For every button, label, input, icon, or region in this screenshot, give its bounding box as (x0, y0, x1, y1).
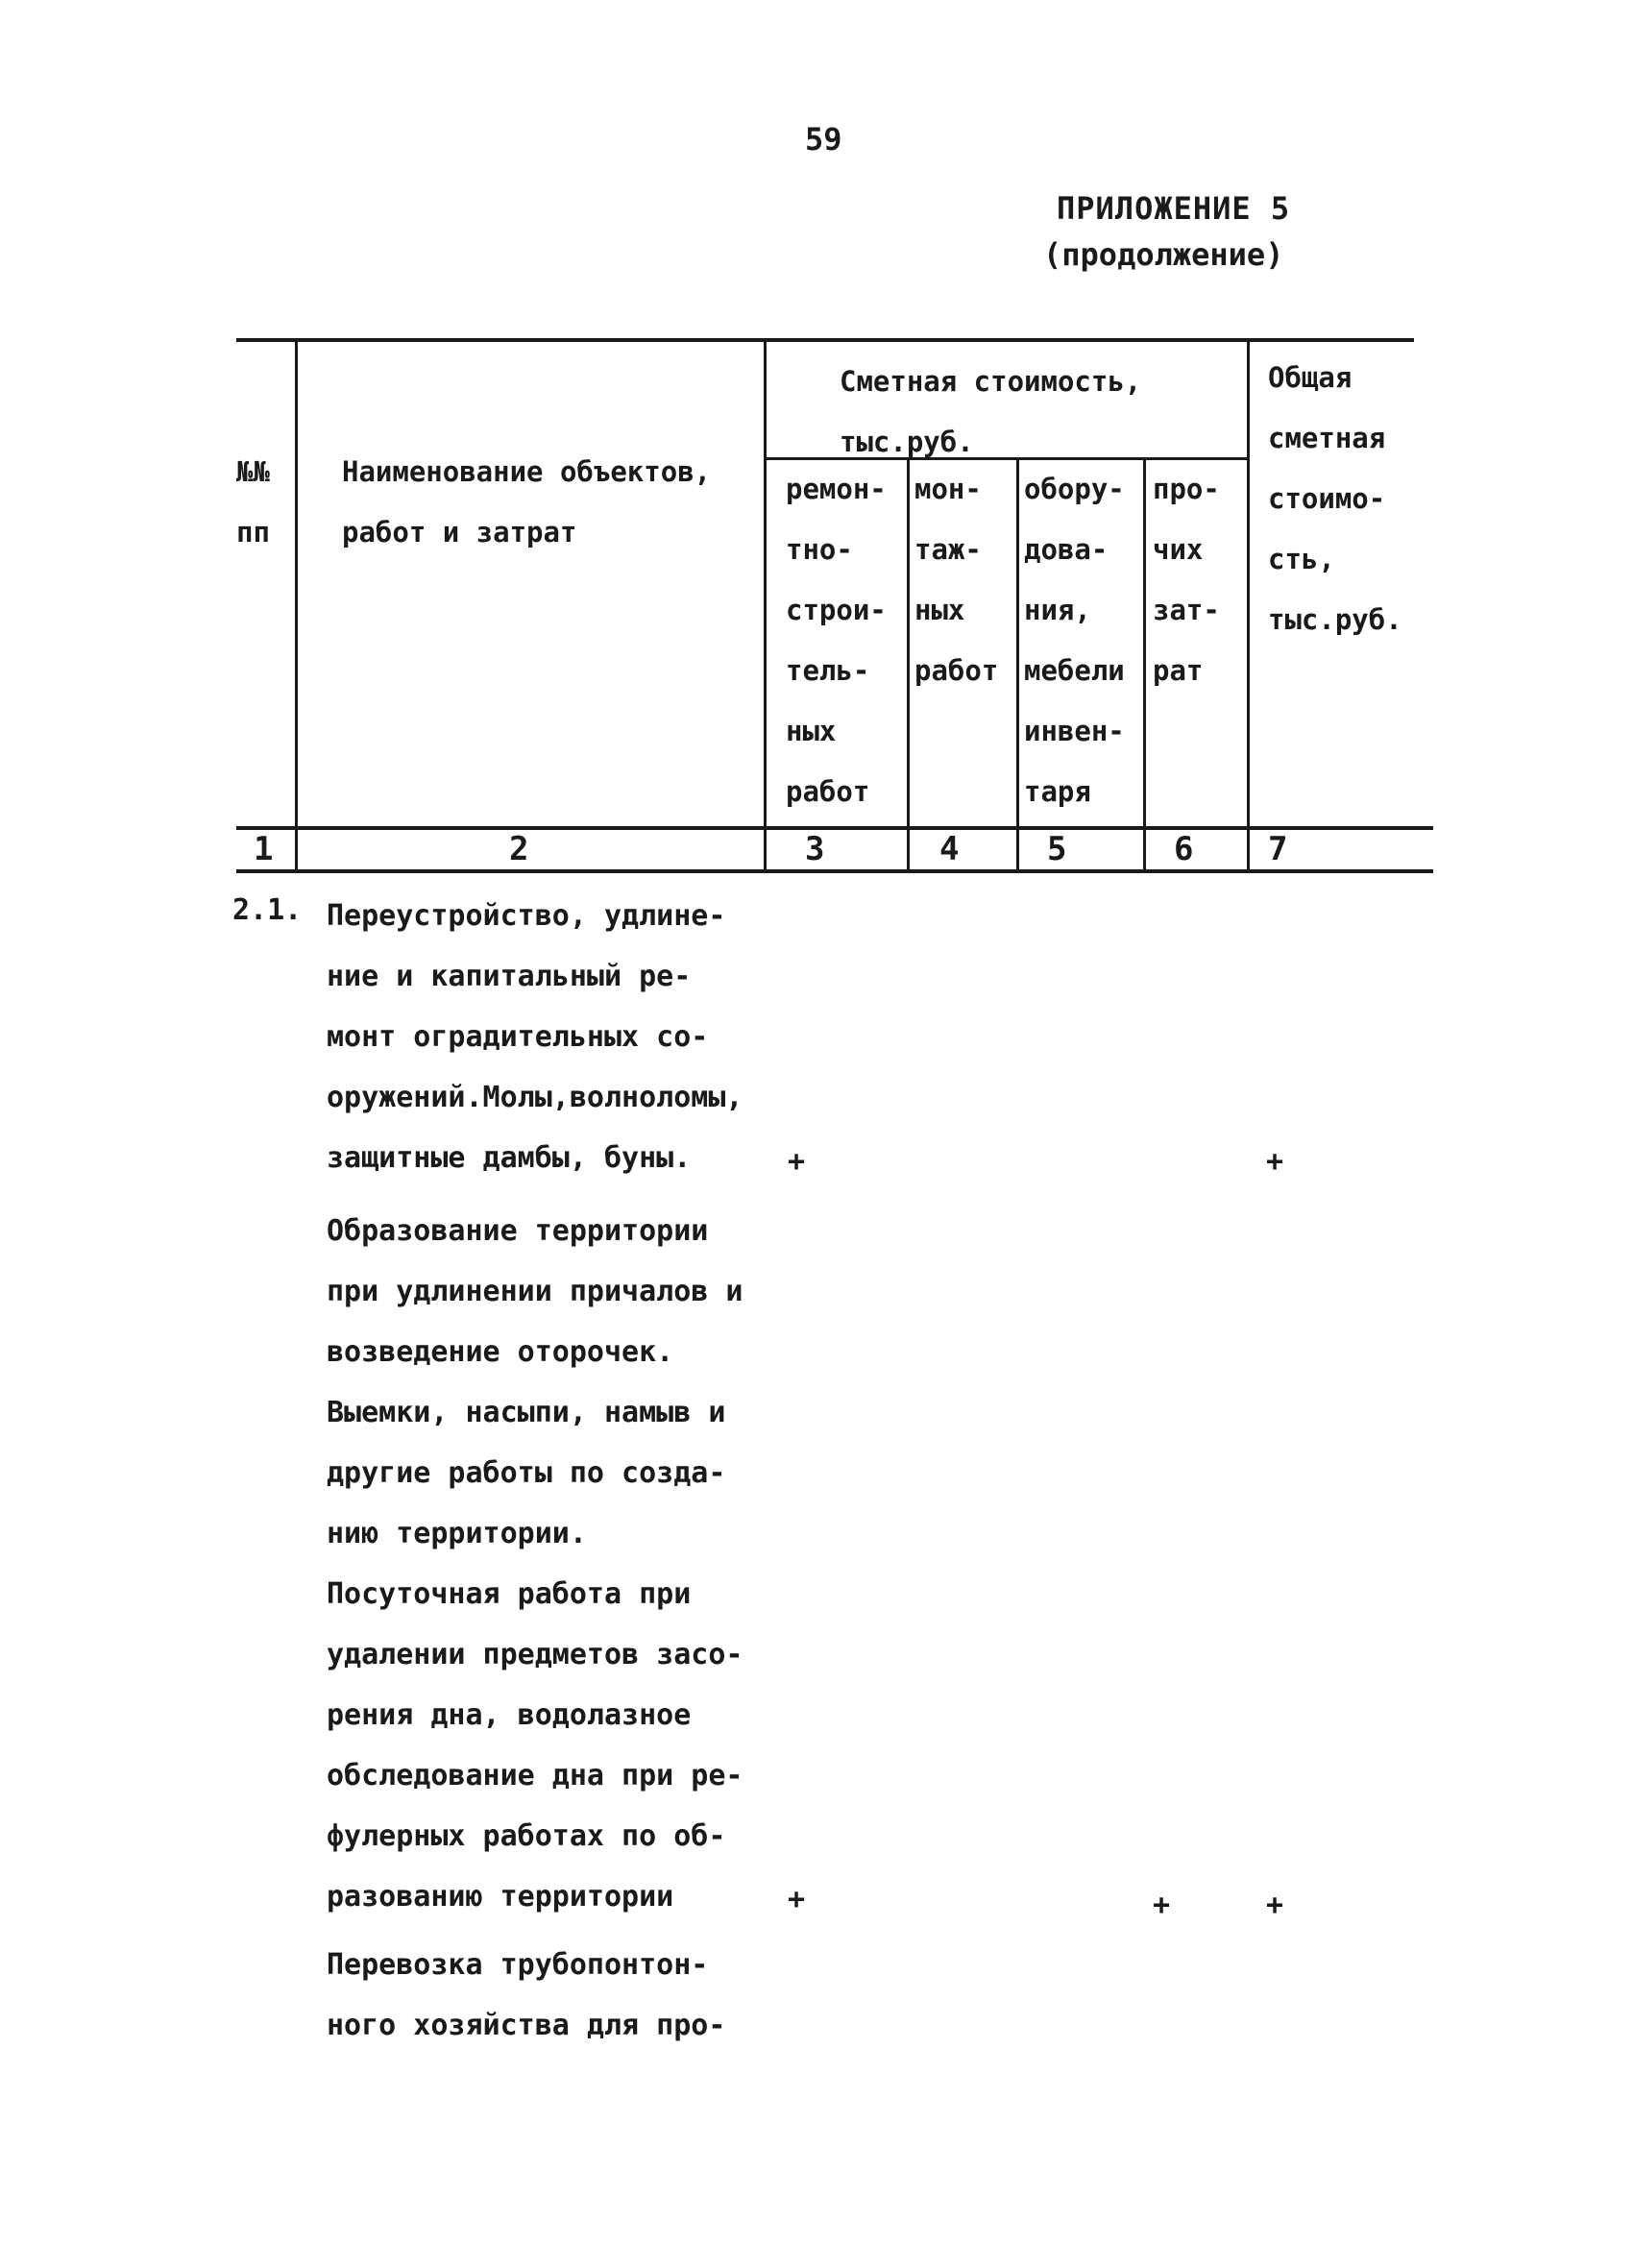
item-1-total-mark: + (1266, 1145, 1284, 1179)
col-rule-2 (764, 342, 767, 872)
header-cost-group: Сметная стоимость, тыс.руб. (840, 365, 1142, 458)
appendix-subtitle: (продолжение) (1043, 236, 1284, 273)
row-number: 2.1. (232, 893, 303, 927)
item-text-2: Образование территории при удлинении причалов и возведение оторочек. Выемки, насыпи, намыв и другие работы по созда- нию территории. Посуточная работа при удалении предметов засо- рения дна, водолазное обследование дна при ре- фулерных работах по об- разованию территории (327, 1214, 743, 1914)
col-rule-4 (1016, 459, 1019, 872)
column-number-3: 3 (805, 830, 825, 868)
item-text-1: Переустройство, удлине- ние и капитальный ре- монт оградительных со- оружений.Молы,волноломы, защитные дамбы, буны. (327, 899, 743, 1175)
item-1-repair-mark: + (788, 1145, 806, 1179)
header-repair-works: ремон- тно- строи- тель- ных работ (786, 473, 887, 808)
header-name: Наименование объектов, работ и затрат (342, 455, 712, 549)
col-rule-1 (295, 342, 298, 872)
table-top-rule (236, 338, 1414, 342)
header-equipment: обору- дова- ния, мебели инвен- таря (1024, 473, 1125, 808)
header-other-costs: про- чих зат- рат (1153, 473, 1220, 687)
item-2-repair-mark: + (788, 1883, 806, 1916)
col-rule-5 (1143, 459, 1146, 872)
column-number-7: 7 (1268, 830, 1288, 868)
appendix-title: ПРИЛОЖЕНИЕ 5 (1057, 190, 1291, 227)
item-2-other-mark: + (1153, 1889, 1171, 1922)
item-2-total-mark: + (1266, 1889, 1284, 1922)
page-number: 59 (805, 121, 842, 158)
column-number-1: 1 (254, 830, 274, 868)
column-number-2: 2 (509, 830, 529, 868)
header-installation-works: мон- таж- ных работ (914, 473, 999, 687)
header-bottom-rule (236, 826, 1433, 830)
header-number: №№ пп (236, 455, 270, 549)
column-number-6: 6 (1174, 830, 1194, 868)
col-rule-6 (1247, 342, 1250, 872)
numbers-bottom-rule (236, 869, 1433, 873)
header-total-cost: Общая сметная стоимо- сть, тыс.руб. (1268, 361, 1402, 636)
item-text-3: Перевозка трубопонтон- ного хозяйства для про- (327, 1948, 726, 2042)
column-number-5: 5 (1047, 830, 1067, 868)
col-rule-3 (907, 459, 910, 872)
column-number-4: 4 (939, 830, 960, 868)
